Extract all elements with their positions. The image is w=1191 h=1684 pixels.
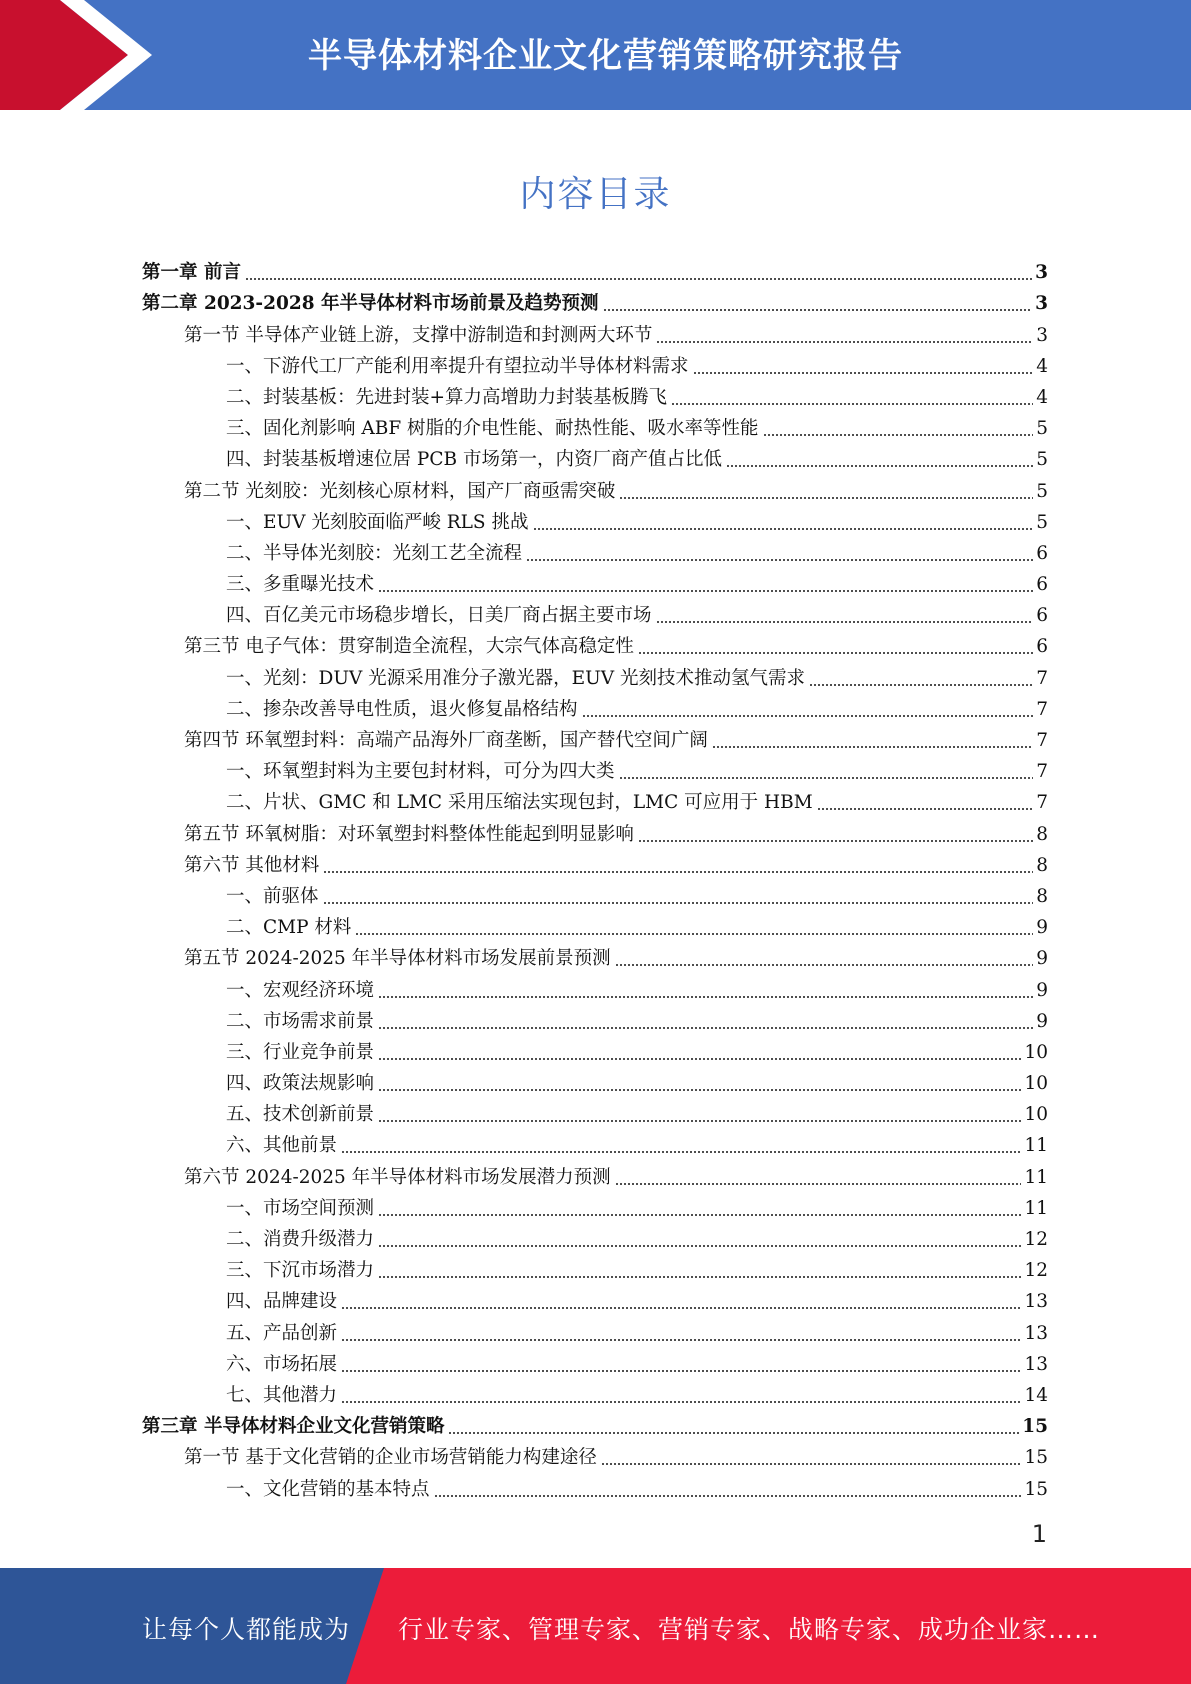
toc-dot-leader bbox=[619, 497, 1033, 499]
toc-dot-leader bbox=[601, 1463, 1022, 1465]
toc-entry[interactable] bbox=[142, 441, 1048, 472]
toc-dot-leader bbox=[378, 590, 1033, 592]
toc-entry-text: 二、半导体光刻胶：光刻工艺全流程 bbox=[226, 542, 523, 564]
toc-entry-page: 10 bbox=[1024, 1104, 1048, 1126]
toc-dot-leader bbox=[323, 871, 1033, 873]
toc-entry-page: 3 bbox=[1035, 262, 1048, 284]
toc-entry-page: 3 bbox=[1036, 324, 1048, 346]
toc-title: 内容目录 bbox=[519, 174, 672, 215]
toc-entry[interactable] bbox=[142, 1252, 1048, 1283]
toc-entry-page: 8 bbox=[1036, 885, 1048, 907]
toc-dot-leader bbox=[693, 372, 1034, 374]
toc-entry-page: 6 bbox=[1036, 542, 1048, 564]
toc-entry[interactable] bbox=[142, 1314, 1048, 1345]
toc-dot-leader bbox=[323, 902, 1034, 904]
toc-entry[interactable] bbox=[142, 722, 1048, 753]
toc-entry-page: 6 bbox=[1036, 636, 1048, 658]
toc-entry-text: 一、宏观经济环境 bbox=[226, 979, 375, 1001]
toc-entry-text: 第一章 前言 bbox=[142, 262, 241, 284]
toc-entry-text: 二、掺杂改善导电性质，退火修复晶格结构 bbox=[226, 698, 578, 720]
toc-entry-page: 7 bbox=[1036, 667, 1048, 689]
toc-entry-text: 第一节 基于文化营销的企业市场营销能力构建途径 bbox=[184, 1447, 597, 1469]
toc-entry-text: 二、市场需求前景 bbox=[226, 1010, 375, 1032]
toc-entry-text: 三、固化剂影响 ABF 树脂的介电性能、耐热性能、吸水率等性能 bbox=[226, 418, 759, 440]
toc-entry-text: 一、环氧塑封料为主要包封材料，可分为四大类 bbox=[226, 761, 615, 783]
toc-entry[interactable] bbox=[142, 1346, 1048, 1377]
toc-entry[interactable] bbox=[142, 1470, 1048, 1501]
toc-entry-page: 12 bbox=[1024, 1260, 1048, 1282]
toc-entry-text: 一、光刻：DUV 光源采用准分子激光器，EUV 光刻技术推动氢气需求 bbox=[226, 667, 806, 689]
toc-entry-page: 15 bbox=[1022, 1416, 1048, 1438]
toc-dot-leader bbox=[355, 933, 1033, 935]
toc-entry-text: 第六节 2024-2025 年半导体材料市场发展潜力预测 bbox=[184, 1166, 611, 1188]
toc-entry[interactable] bbox=[142, 348, 1048, 379]
footer-band bbox=[0, 1568, 1191, 1684]
toc-entry-page: 7 bbox=[1036, 698, 1048, 720]
toc-entry-text: 二、封装基板：先进封装+算力高增助力封装基板腾飞 bbox=[226, 386, 668, 408]
toc-entry[interactable] bbox=[142, 659, 1048, 690]
toc-dot-leader bbox=[378, 1058, 1021, 1060]
toc-dot-leader bbox=[341, 1307, 1021, 1309]
toc-entry[interactable] bbox=[142, 285, 1048, 316]
toc-entry[interactable] bbox=[142, 504, 1048, 535]
toc-entry-page: 13 bbox=[1024, 1291, 1048, 1313]
toc-entry[interactable] bbox=[142, 597, 1048, 628]
toc-entry[interactable] bbox=[142, 847, 1048, 878]
toc-entry-text: 第二节 光刻胶：光刻核心原材料，国产厂商亟需突破 bbox=[184, 480, 616, 502]
toc-entry[interactable] bbox=[142, 316, 1048, 347]
toc-dot-leader bbox=[378, 1214, 1021, 1216]
toc-entry-page: 13 bbox=[1024, 1322, 1048, 1344]
toc-entry-page: 15 bbox=[1024, 1478, 1048, 1500]
toc-entry-text: 一、前驱体 bbox=[226, 885, 319, 907]
toc-entry-page: 9 bbox=[1036, 948, 1048, 970]
toc-dot-leader bbox=[671, 403, 1033, 405]
toc-entry-page: 6 bbox=[1036, 574, 1048, 596]
toc-entry-text: 第四节 环氧塑封料：高端产品海外厂商垄断，国产替代空间广阔 bbox=[184, 730, 708, 751]
toc-entry[interactable] bbox=[142, 1190, 1048, 1221]
toc-entry[interactable] bbox=[142, 1283, 1048, 1314]
toc-dot-leader bbox=[448, 1432, 1019, 1434]
toc-dot-leader bbox=[378, 1276, 1021, 1278]
report-title: 半导体材料企业文化营销策略研究报告 bbox=[308, 36, 903, 76]
toc-dot-leader bbox=[603, 309, 1033, 311]
toc-dot-leader bbox=[341, 1151, 1021, 1153]
toc-entry[interactable] bbox=[142, 971, 1048, 1002]
toc-dot-leader bbox=[341, 1370, 1021, 1372]
toc-entry-text: 第一节 半导体产业链上游，支撑中游制造和封测两大环节 bbox=[184, 324, 653, 346]
toc-entry-text: 第三节 电子气体：贯穿制造全流程，大宗气体高稳定性 bbox=[184, 636, 634, 658]
toc-entry-page: 8 bbox=[1036, 854, 1048, 876]
toc-dot-leader bbox=[378, 1245, 1021, 1247]
toc-entry-page: 10 bbox=[1024, 1073, 1048, 1095]
toc-entry-page: 4 bbox=[1036, 386, 1048, 408]
toc-entry-text: 第六节 其他材料 bbox=[184, 854, 320, 876]
table-of-contents bbox=[142, 254, 1048, 1502]
toc-entry[interactable] bbox=[142, 1096, 1048, 1127]
toc-entry-text: 七、其他潜力 bbox=[226, 1384, 338, 1406]
toc-entry[interactable] bbox=[142, 254, 1048, 285]
toc-dot-leader bbox=[245, 278, 1032, 280]
toc-entry-page: 8 bbox=[1036, 823, 1048, 845]
toc-entry[interactable] bbox=[142, 753, 1048, 784]
toc-entry-text: 四、品牌建设 bbox=[226, 1291, 338, 1313]
toc-entry-page: 9 bbox=[1036, 917, 1048, 939]
toc-entry-page: 5 bbox=[1036, 480, 1048, 502]
toc-entry[interactable] bbox=[142, 535, 1048, 566]
toc-entry-page: 4 bbox=[1036, 355, 1048, 377]
toc-dot-leader bbox=[341, 1339, 1021, 1341]
toc-dot-leader bbox=[638, 652, 1033, 654]
toc-entry[interactable] bbox=[142, 691, 1048, 722]
toc-entry-page: 7 bbox=[1036, 792, 1048, 814]
toc-entry-text: 六、其他前景 bbox=[226, 1135, 338, 1157]
toc-dot-leader bbox=[378, 996, 1033, 998]
toc-entry-text: 四、政策法规影响 bbox=[226, 1073, 375, 1095]
toc-entry[interactable] bbox=[142, 379, 1048, 410]
toc-entry[interactable] bbox=[142, 628, 1048, 659]
toc-entry-text: 二、片状、GMC 和 LMC 采用压缩法实现包封，LMC 可应用于 HBM bbox=[226, 792, 813, 814]
toc-entry-page: 11 bbox=[1024, 1135, 1048, 1157]
toc-dot-leader bbox=[378, 1027, 1033, 1029]
toc-dot-leader bbox=[615, 1183, 1022, 1185]
toc-entry-text: 五、技术创新前景 bbox=[226, 1104, 375, 1126]
toc-entry[interactable] bbox=[142, 566, 1048, 597]
toc-dot-leader bbox=[656, 341, 1033, 343]
toc-entry[interactable] bbox=[142, 1439, 1048, 1470]
toc-entry-page: 9 bbox=[1036, 1010, 1048, 1032]
toc-entry[interactable] bbox=[142, 1127, 1048, 1158]
toc-entry-text: 一、市场空间预测 bbox=[226, 1197, 375, 1219]
toc-entry-page: 15 bbox=[1024, 1447, 1048, 1469]
toc-entry-page: 11 bbox=[1024, 1166, 1048, 1188]
toc-dot-leader bbox=[726, 465, 1033, 467]
toc-entry-page: 3 bbox=[1035, 293, 1048, 315]
toc-entry-page: 7 bbox=[1036, 761, 1048, 783]
toc-entry[interactable] bbox=[142, 1408, 1048, 1439]
toc-dot-leader bbox=[763, 434, 1034, 436]
toc-entry[interactable] bbox=[142, 472, 1048, 503]
toc-entry-page: 5 bbox=[1036, 449, 1048, 471]
toc-entry[interactable] bbox=[142, 1221, 1048, 1252]
toc-entry[interactable] bbox=[142, 1003, 1048, 1034]
toc-entry-text: 一、EUV 光刻胶面临严峻 RLS 挑战 bbox=[226, 511, 529, 533]
toc-entry-text: 第五节 环氧树脂：对环氧塑封料整体性能起到明显影响 bbox=[184, 823, 634, 845]
toc-entry-page: 12 bbox=[1024, 1229, 1048, 1250]
toc-dot-leader bbox=[712, 746, 1033, 748]
toc-dot-leader bbox=[533, 528, 1034, 530]
toc-entry-page: 6 bbox=[1036, 605, 1048, 627]
header-band bbox=[0, 0, 1191, 110]
toc-entry-text: 二、消费升级潜力 bbox=[226, 1229, 375, 1250]
toc-entry-page: 13 bbox=[1024, 1353, 1048, 1375]
toc-dot-leader bbox=[638, 840, 1033, 842]
toc-entry[interactable] bbox=[142, 784, 1048, 815]
toc-entry-text: 三、行业竞争前景 bbox=[226, 1041, 375, 1063]
footer-slogan-right: 行业专家、管理专家、营销专家、战略专家、成功企业家…… bbox=[398, 1615, 1101, 1644]
toc-dot-leader bbox=[378, 1120, 1021, 1122]
toc-entry-page: 11 bbox=[1024, 1197, 1048, 1219]
toc-entry-text: 三、下沉市场潜力 bbox=[226, 1260, 375, 1282]
toc-entry-text: 六、市场拓展 bbox=[226, 1353, 338, 1375]
toc-entry-text: 一、下游代工厂产能利用率提升有望拉动半导体材料需求 bbox=[226, 355, 689, 377]
toc-entry-text: 四、百亿美元市场稳步增长，日美厂商占据主要市场 bbox=[226, 605, 652, 627]
toc-entry-page: 5 bbox=[1036, 418, 1048, 440]
toc-entry[interactable] bbox=[142, 1034, 1048, 1065]
toc-dot-leader bbox=[615, 964, 1034, 966]
toc-entry[interactable] bbox=[142, 878, 1048, 909]
toc-dot-leader bbox=[582, 715, 1034, 717]
toc-dot-leader bbox=[809, 684, 1033, 686]
toc-entry[interactable] bbox=[142, 909, 1048, 940]
toc-entry[interactable] bbox=[142, 410, 1048, 441]
toc-dot-leader bbox=[526, 559, 1033, 561]
toc-entry-page: 7 bbox=[1036, 730, 1048, 751]
toc-entry[interactable] bbox=[142, 1377, 1048, 1408]
toc-dot-leader bbox=[378, 1089, 1021, 1091]
toc-dot-leader bbox=[434, 1495, 1022, 1497]
toc-entry-page: 14 bbox=[1024, 1384, 1048, 1406]
toc-entry-text: 三、多重曝光技术 bbox=[226, 574, 375, 596]
toc-entry-text: 二、CMP 材料 bbox=[226, 917, 352, 939]
toc-entry[interactable] bbox=[142, 1158, 1048, 1189]
toc-entry[interactable] bbox=[142, 815, 1048, 846]
toc-entry-page: 10 bbox=[1024, 1041, 1048, 1063]
toc-entry-text: 四、封装基板增速位居 PCB 市场第一，内资厂商产值占比低 bbox=[226, 449, 722, 471]
toc-entry[interactable] bbox=[142, 1065, 1048, 1096]
toc-entry[interactable] bbox=[142, 940, 1048, 971]
toc-entry-page: 5 bbox=[1036, 511, 1048, 533]
toc-dot-leader bbox=[656, 621, 1034, 623]
toc-dot-leader bbox=[341, 1401, 1021, 1403]
toc-entry-page: 9 bbox=[1036, 979, 1048, 1001]
toc-entry-text: 五、产品创新 bbox=[226, 1322, 338, 1344]
toc-dot-leader bbox=[817, 808, 1034, 810]
toc-entry-text: 第五节 2024-2025 年半导体材料市场发展前景预测 bbox=[184, 948, 611, 970]
toc-entry-text: 第二章 2023-2028 年半导体材料市场前景及趋势预测 bbox=[142, 293, 599, 315]
page-number: 1 bbox=[1031, 1520, 1047, 1548]
toc-entry-text: 第三章 半导体材料企业文化营销策略 bbox=[142, 1416, 445, 1438]
footer-slogan-left: 让每个人都能成为 bbox=[142, 1615, 351, 1644]
toc-entry-text: 一、文化营销的基本特点 bbox=[226, 1478, 430, 1500]
toc-dot-leader bbox=[619, 777, 1034, 779]
